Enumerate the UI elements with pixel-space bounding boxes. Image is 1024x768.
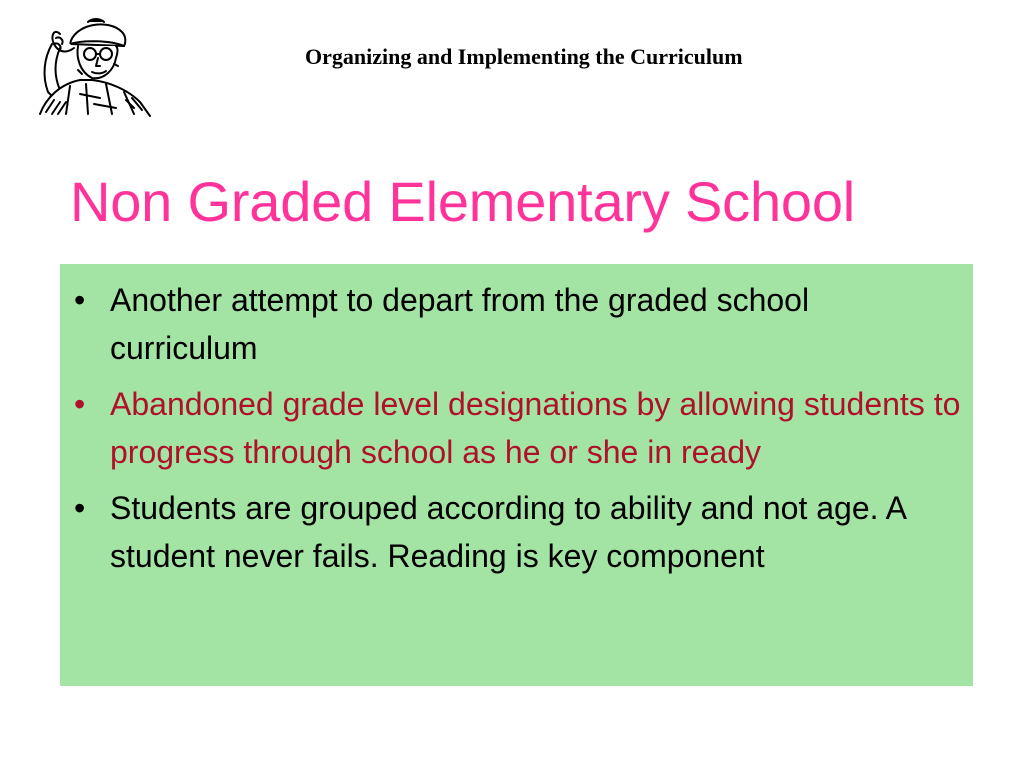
thinking-man-clipart-icon [30,14,158,118]
bullet-text: Abandoned grade level designations by allowing students to progress through school as he or she in ready [110,386,961,470]
bullet-text: Another attempt to depart from the graded school curriculum [110,282,810,366]
bullet-glyph: • [74,490,86,526]
bullet-item [74,484,964,580]
bullet-item [74,276,964,372]
bullet-text: Students are grouped according to ability and not age. A student never fails. Reading is key component [110,490,906,574]
bullet-list [74,276,964,588]
bullet-item [74,380,964,476]
bullet-glyph: • [74,282,86,318]
slide-title: Non Graded Elementary School [70,170,856,233]
content-box [60,264,973,686]
header-title: Organizing and Implementing the Curriculum [305,44,743,69]
bullet-glyph: • [74,386,86,422]
